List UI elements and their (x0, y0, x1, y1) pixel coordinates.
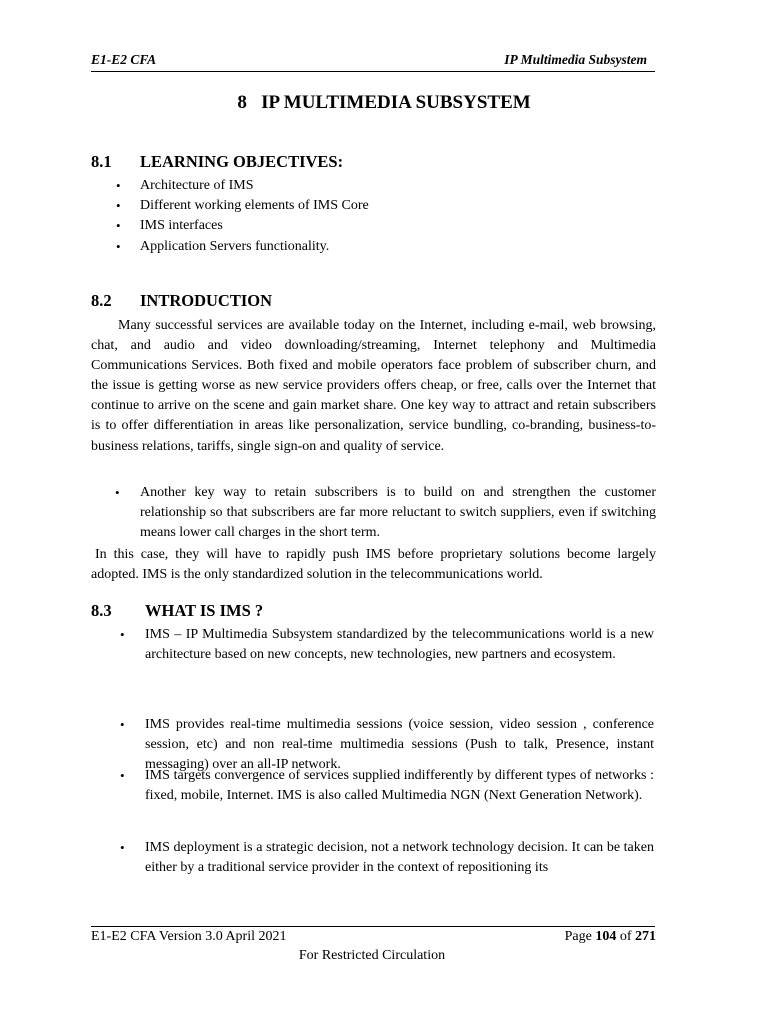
list-item (145, 838, 654, 878)
list-item: • Application Servers functionality. (140, 237, 660, 257)
list-item (145, 625, 654, 665)
section-title-learning-objectives: LEARNING OBJECTIVES: (140, 152, 344, 171)
objectives-list (140, 176, 660, 257)
section-title-introduction: INTRODUCTION (140, 291, 273, 310)
ims-bullet-text: • IMS targets convergence of services supplied indifferently by different types of networks : fixed, mobile, Internet. IMS is also called Multimedia NGN (Next Generation Network). (145, 766, 654, 806)
header-divider (91, 71, 655, 72)
intro-bullet-text: • Another key way to retain subscribers is to build on and strengthen the customer relationship so that subscribers are far more reluctant to switch suppliers, even if switching means lower call charges in the short term. (140, 483, 656, 543)
intro-paragraph: Many successful services are available today on the Internet, including e-mail, web browsing, chat, and audio and video downloading/streaming, Internet telephony and Multimedia Communications Services. Both fixed and mobile operators face problem of subscriber churn, and the issue is getting worse as new service providers offers cheap, or free, calls over the Internet that continue to arrive on the scene and gain market share. One key way to attract and retain subscribers is to offer differentiation in areas like personalization, service bundling, co-branding, business-to-business relations, tariffs, single sign-on and quality of service. (91, 318, 656, 454)
ims-bullet-text: • IMS – IP Multimedia Subsystem standardized by the telecommunications world is a new architecture based on new concepts, new technologies, new partners and ecosystem. (145, 625, 654, 665)
list-item: • Architecture of IMS (140, 176, 660, 196)
intro-paragraph-2: In this case, they will have to rapidly push IMS before proprietary solutions become largely adopted. IMS is the only standardized solution in the telecommunications world. (91, 547, 656, 583)
page-current: 104 (595, 929, 617, 944)
list-item (145, 766, 654, 806)
page-number (565, 929, 656, 945)
section-number-8-3: 8.3 (91, 601, 112, 620)
intro-bullet (140, 483, 656, 543)
running-header-left: E1-E2 CFA (91, 52, 157, 67)
ims-bullet-text: • IMS deployment is a strategic decision, not a network technology decision. It can be taken either by a traditional service provider in the context of repositioning its (145, 838, 654, 878)
footer-divider (91, 926, 655, 927)
list-item: • IMS interfaces (140, 216, 660, 236)
list-item: • Different working elements of IMS Core (140, 196, 660, 216)
running-header-right: IP Multimedia Subsystem (504, 52, 647, 67)
ims-bullet-text: • IMS provides real-time multimedia sessions (voice session, video session , conference session, etc) and non real-time multimedia sessions (Push to talk, Presence, instant messaging) over an all-IP network. (145, 715, 654, 775)
page-of: of (619, 929, 632, 944)
footer-version: E1-E2 CFA Version 3.0 April 2021 (91, 929, 287, 944)
section-title-what-is-ims: WHAT IS IMS ? (145, 601, 264, 620)
section-number-8-2: 8.2 (91, 291, 112, 310)
footer-circulation: For Restricted Circulation (298, 948, 446, 963)
page-prefix: Page (564, 929, 592, 944)
section-number-8-1: 8.1 (91, 152, 112, 171)
page-total: 271 (635, 929, 656, 944)
chapter-title: 8 IP MULTIMEDIA SUBSYSTEM (237, 92, 531, 113)
